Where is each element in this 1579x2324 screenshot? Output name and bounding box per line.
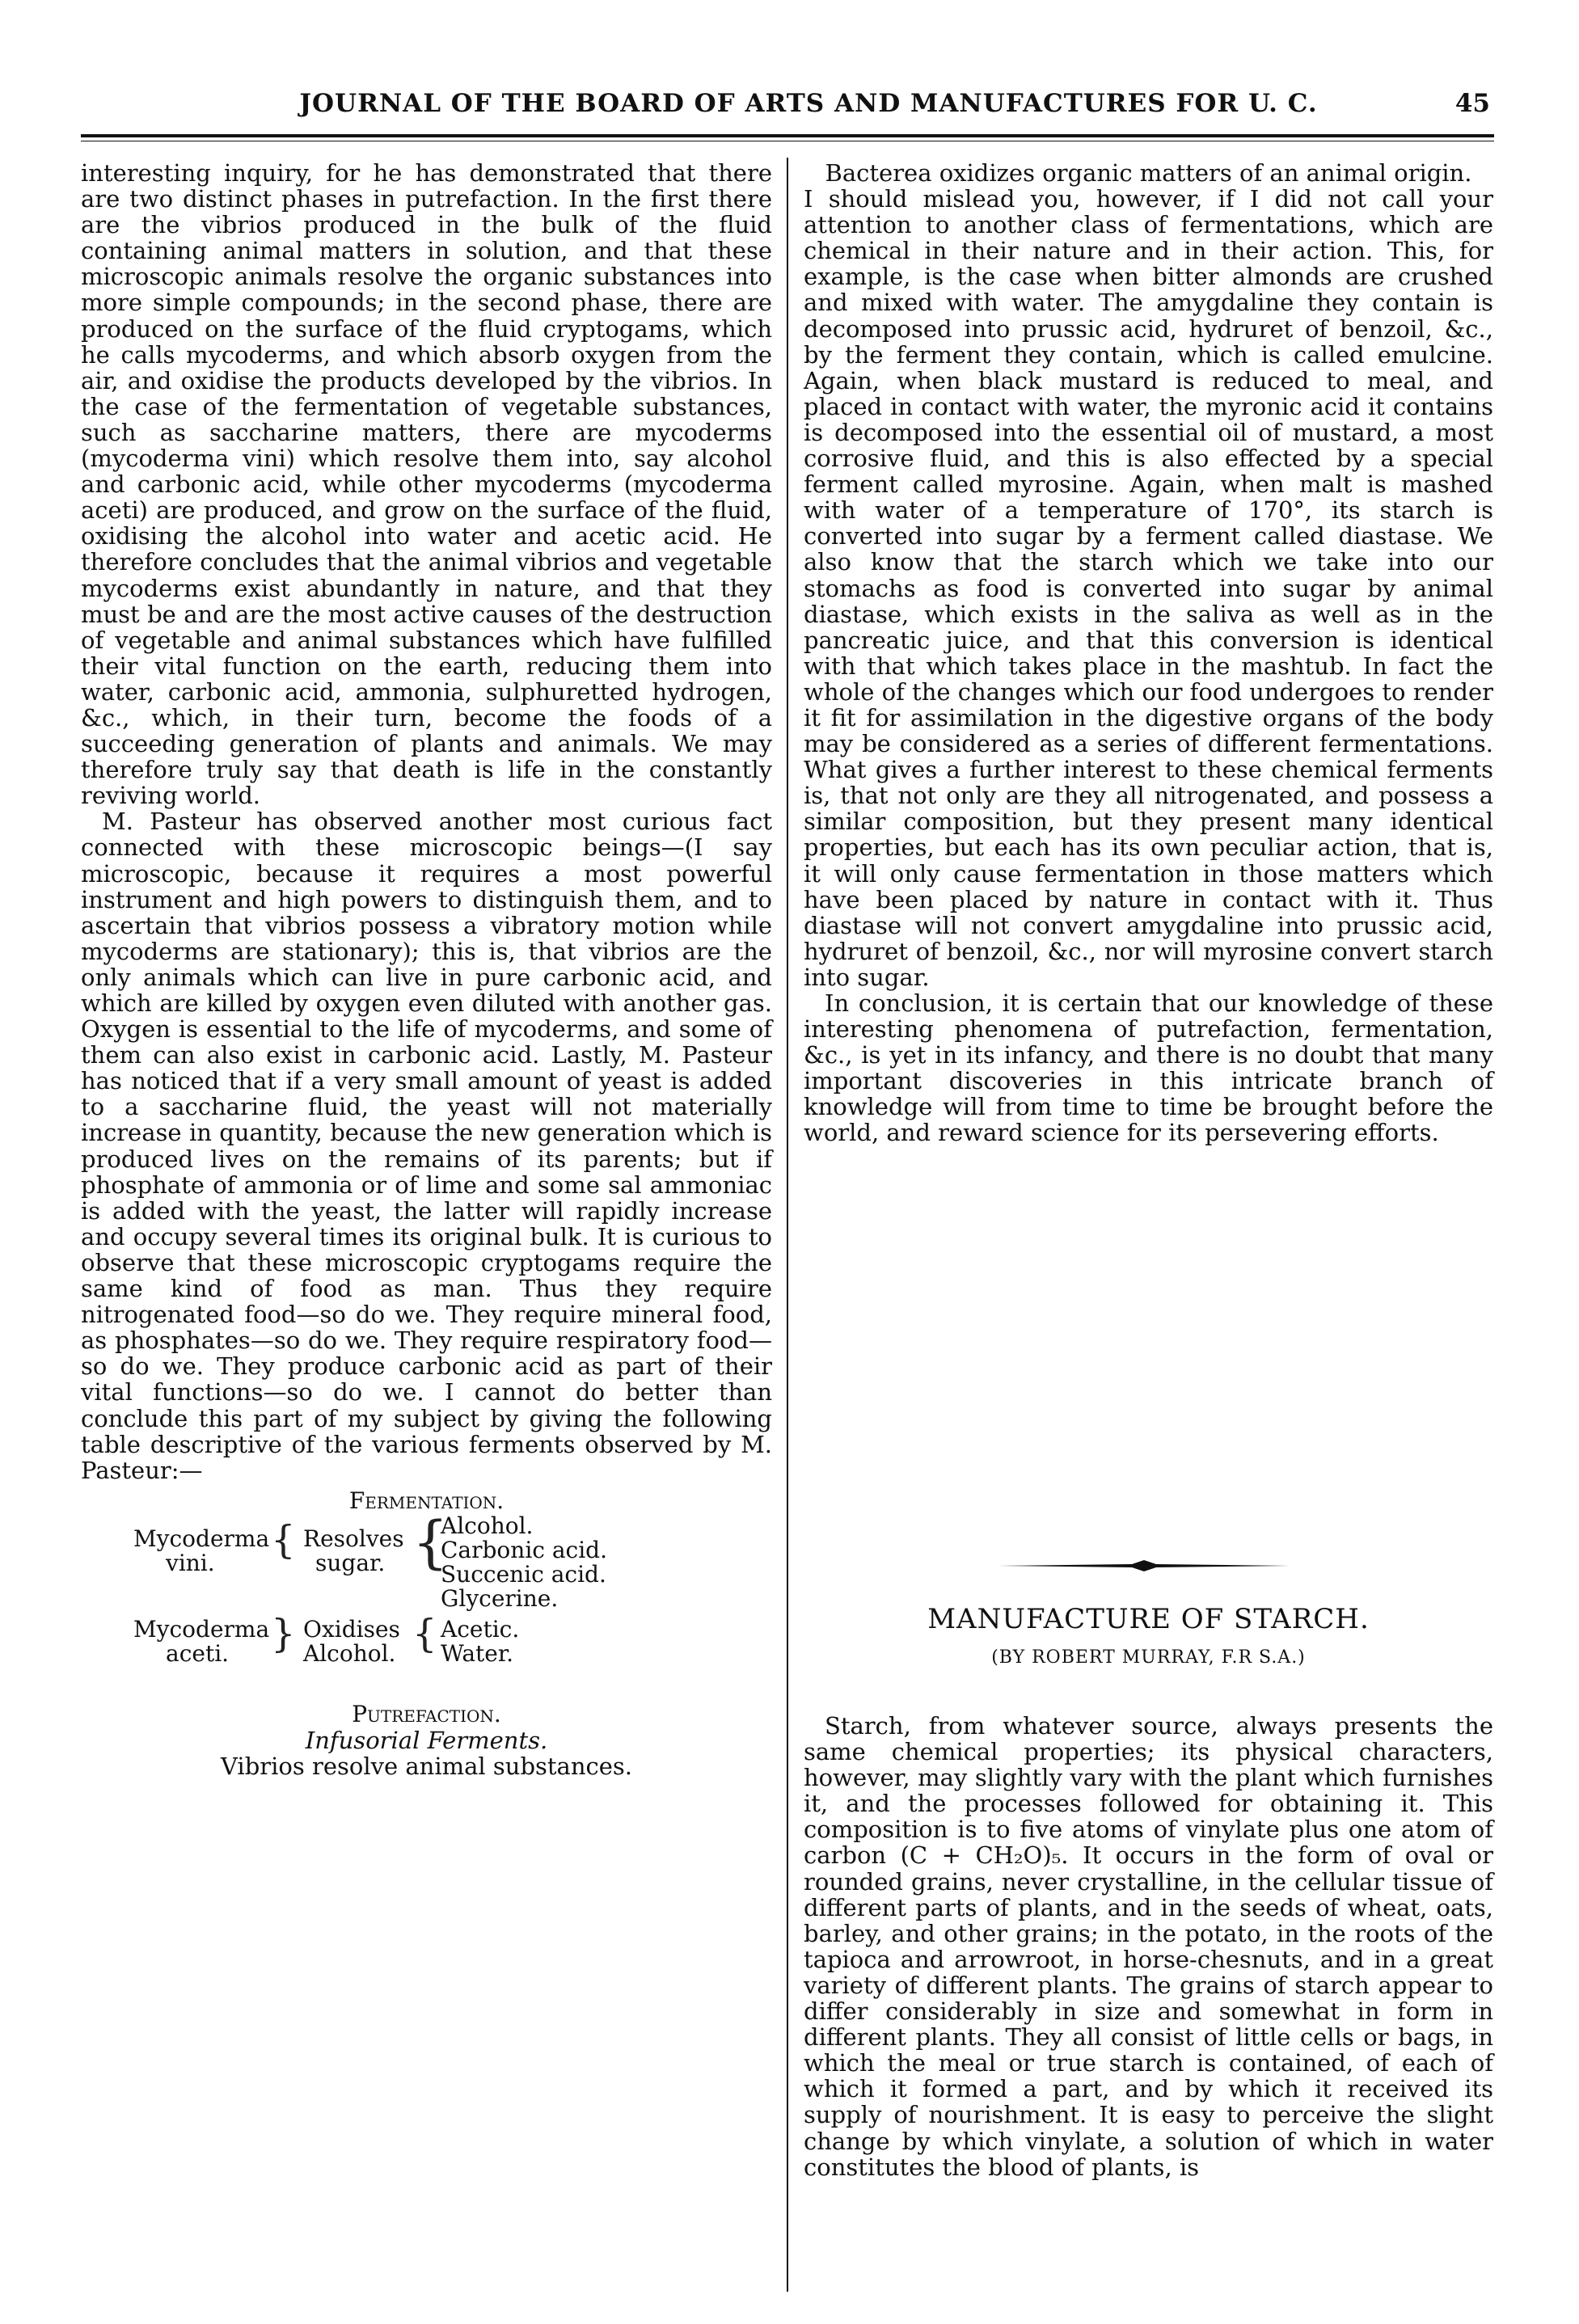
- table-cell: Carbonic acid.: [441, 1536, 608, 1563]
- brace-glyph: {: [412, 1508, 449, 1575]
- brace-glyph: {: [271, 1516, 296, 1563]
- article-byline: (BY ROBERT MURRAY, F.R S.A.): [991, 1647, 1306, 1668]
- table-last-line: Vibrios resolve animal substances.: [220, 1752, 633, 1781]
- paragraph: M. Pasteur has observed another most curious fact connected with these microscopic beings—(I say microscopic, because it requires a most powerful instrument and high powers to distinguish them, and to ascertain that vibrios possess a vibratory motion while mycoderms are stationary); this is, that vibrios are the only animals which can live in pure carbonic acid, and which are killed by oxygen even diluted with another gas. Oxygen is essential to the life of mycoderms, and some of them can also exist in carbonic acid. Lastly, M. Pasteur has noticed that if a very small amount of yeast is added to a saccharine fluid, the yeast will not materially increase in quantity, because the new generation which is produced lives on the remains of its parents; but if phosphate of ammonia or of lime and some sal ammoniac is added with the yeast, the latter will rapidly increase and occupy several times its original bulk. It is curious to observe that these microscopic cryptogams require the same kind of food as man. Thus they require nitrogenated food—so do we. They require mineral food, as phosphates—so do we. They require respiratory food—so do we. They produce carbonic acid as part of their vital functions—so do we. I cannot do better than conclude this part of my subject by giving the following table descriptive of the various ferments observed by M. Pasteur:—: [81, 808, 772, 1484]
- article-title: MANUFACTURE OF STARCH.: [927, 1603, 1370, 1635]
- table-italic-line: Infusorial Ferments.: [305, 1726, 548, 1754]
- left-column: [81, 160, 772, 1779]
- table-cell: Water.: [441, 1639, 514, 1667]
- brace-glyph: {: [412, 1610, 437, 1656]
- table-cell: Succenic acid.: [441, 1560, 606, 1588]
- column-divider: [787, 158, 788, 2292]
- table-cell: Resolves: [303, 1525, 404, 1552]
- header-rule-thick: [81, 134, 1494, 137]
- table-title: Fermentation.: [348, 1487, 505, 1514]
- ornament-divider: [998, 1558, 1290, 1573]
- paragraph: interesting inquiry, for he has demonstrated that there are two distinct phases in putrefaction. In the first there are the vibrios produced in the bulk of the fluid containing animal matters in solution, and that these microscopic animals resolve the organic substances into more simple compounds; in the second phase, there are produced on the surface of the fluid cryptogams, which he calls mycoderms, and which absorb oxygen from the air, and oxidise the products developed by the vibrios. In the case of the fermentation of vegetable substances, such as saccharine matters, there are mycoderms (mycoderma vini) which resolve them into, say alcohol and carbonic acid, while other mycoderms (mycoderma aceti) are produced, and grow on the surface of the fluid, oxidising the alcohol into water and acetic acid. He therefore concludes that the animal vibrios and vegetable mycoderms exist abundantly in nature, and that they must be and are the most active causes of the destruction of vegetable and animal substances which have fulfilled their vital function on the earth, reducing them into water, carbonic acid, ammonia, sulphuretted hydrogen, &c., which, in their turn, become the foods of a succeeding generation of plants and animals. We may therefore truly say that death is life in the constantly reviving world.: [81, 159, 772, 810]
- running-head: JOURNAL OF THE BOARD OF ARTS AND MANUFACTURES FOR U. C.: [299, 89, 1318, 118]
- table-cell: Acetic.: [441, 1615, 520, 1643]
- paragraph: Bacterea oxidizes organic matters of an animal origin.: [825, 159, 1472, 187]
- table-cell: vini.: [166, 1549, 215, 1576]
- paragraph: I should mislead you, however, if I did not call your attention to another class of fermentations, which are chemical in their nature and in their action. This, for example, is the case when bitter almonds are crushed and mixed with water. The amygdaline they contain is decomposed into prussic acid, hydruret of benzoil, &c., by the ferment they contain, which is called emulcine. Again, when black mustard is reduced to meal, and placed in contact with water, the myronic acid it contains is decomposed into the essential oil of mustard, a most corrosive fluid, and this is also effected by a special ferment called myrosine. Again, when malt is mashed with water of a temperature of 170°, its starch is converted into sugar by a ferment called diastase. We also know that the starch which we take into our stomachs as food is converted into sugar by animal diastase, which exists in the saliva as well as in the pancreatic juice, and that this conversion is identical with that which takes place in the mashtub. In fact the whole of the changes which our food undergoes to render it fit for assimilation in the digestive organs of the body may be considered as a series of different fermentations. What gives a further interest to these chemical ferments is, that not only are they all nitrogenated, and possess a similar composition, but they present many identical properties, but each has its own peculiar action, that is, it will only cause fermentation in those matters which have been placed by nature in contact with it. Thus diastase will not convert amygdaline into prussic acid, hydruret of benzoil, &c., nor will myrosine convert starch into sugar.: [804, 185, 1493, 991]
- brace-glyph: }: [271, 1610, 296, 1656]
- page-number: 45: [1454, 89, 1490, 118]
- paragraph: In conclusion, it is certain that our knowledge of these interesting phenomena of putrefaction, fermentation, &c., is yet in its infancy, and there is no doubt that many important discoveries in this intricate branch of knowledge will from time to time be brought before the world, and reward science for its persevering efforts.: [804, 989, 1493, 1147]
- table-cell: Alcohol.: [441, 1512, 534, 1539]
- table-subtitle: Putrefaction.: [352, 1700, 501, 1727]
- table-cell: Alcohol.: [303, 1639, 396, 1667]
- right-column: [804, 160, 1493, 1146]
- paragraph: Starch, from whatever source, always presents the same chemical properties; its physical characters, however, may slightly vary with the plant which furnishes it, and the processes followed for obtaining it. This composition is to five atoms of vinylate plus one atom of carbon (C + CH₂O)₅. It occurs in the form of oval or rounded grains, never crystalline, in the cellular tissue of different parts of plants, and in the seeds of wheat, oats, barley, and other grains; in the potato, in the roots of the tapioca and arrowroot, in horse-chesnuts, and in a great variety of different plants. The grains of starch appear to differ considerably in size and somewhat in form in different plants. They all consist of little cells or bags, in which the meal or true starch is contained, of each of which it formed a part, and by which it received its supply of nourishment. It is easy to perceive the slight change by which vinylate, a solution of which in water constitutes the blood of plants, is: [804, 1712, 1493, 2181]
- table-cell: aceti.: [166, 1639, 230, 1667]
- article-body: [804, 1689, 1493, 2204]
- table-cell: Mycoderma: [133, 1615, 270, 1643]
- table-cell: sugar.: [315, 1549, 386, 1576]
- table-cell: Oxidises: [303, 1615, 400, 1643]
- ferment-table: [133, 1508, 764, 1702]
- table-cell: Mycoderma: [133, 1525, 270, 1552]
- table-cell: Glycerine.: [441, 1584, 559, 1612]
